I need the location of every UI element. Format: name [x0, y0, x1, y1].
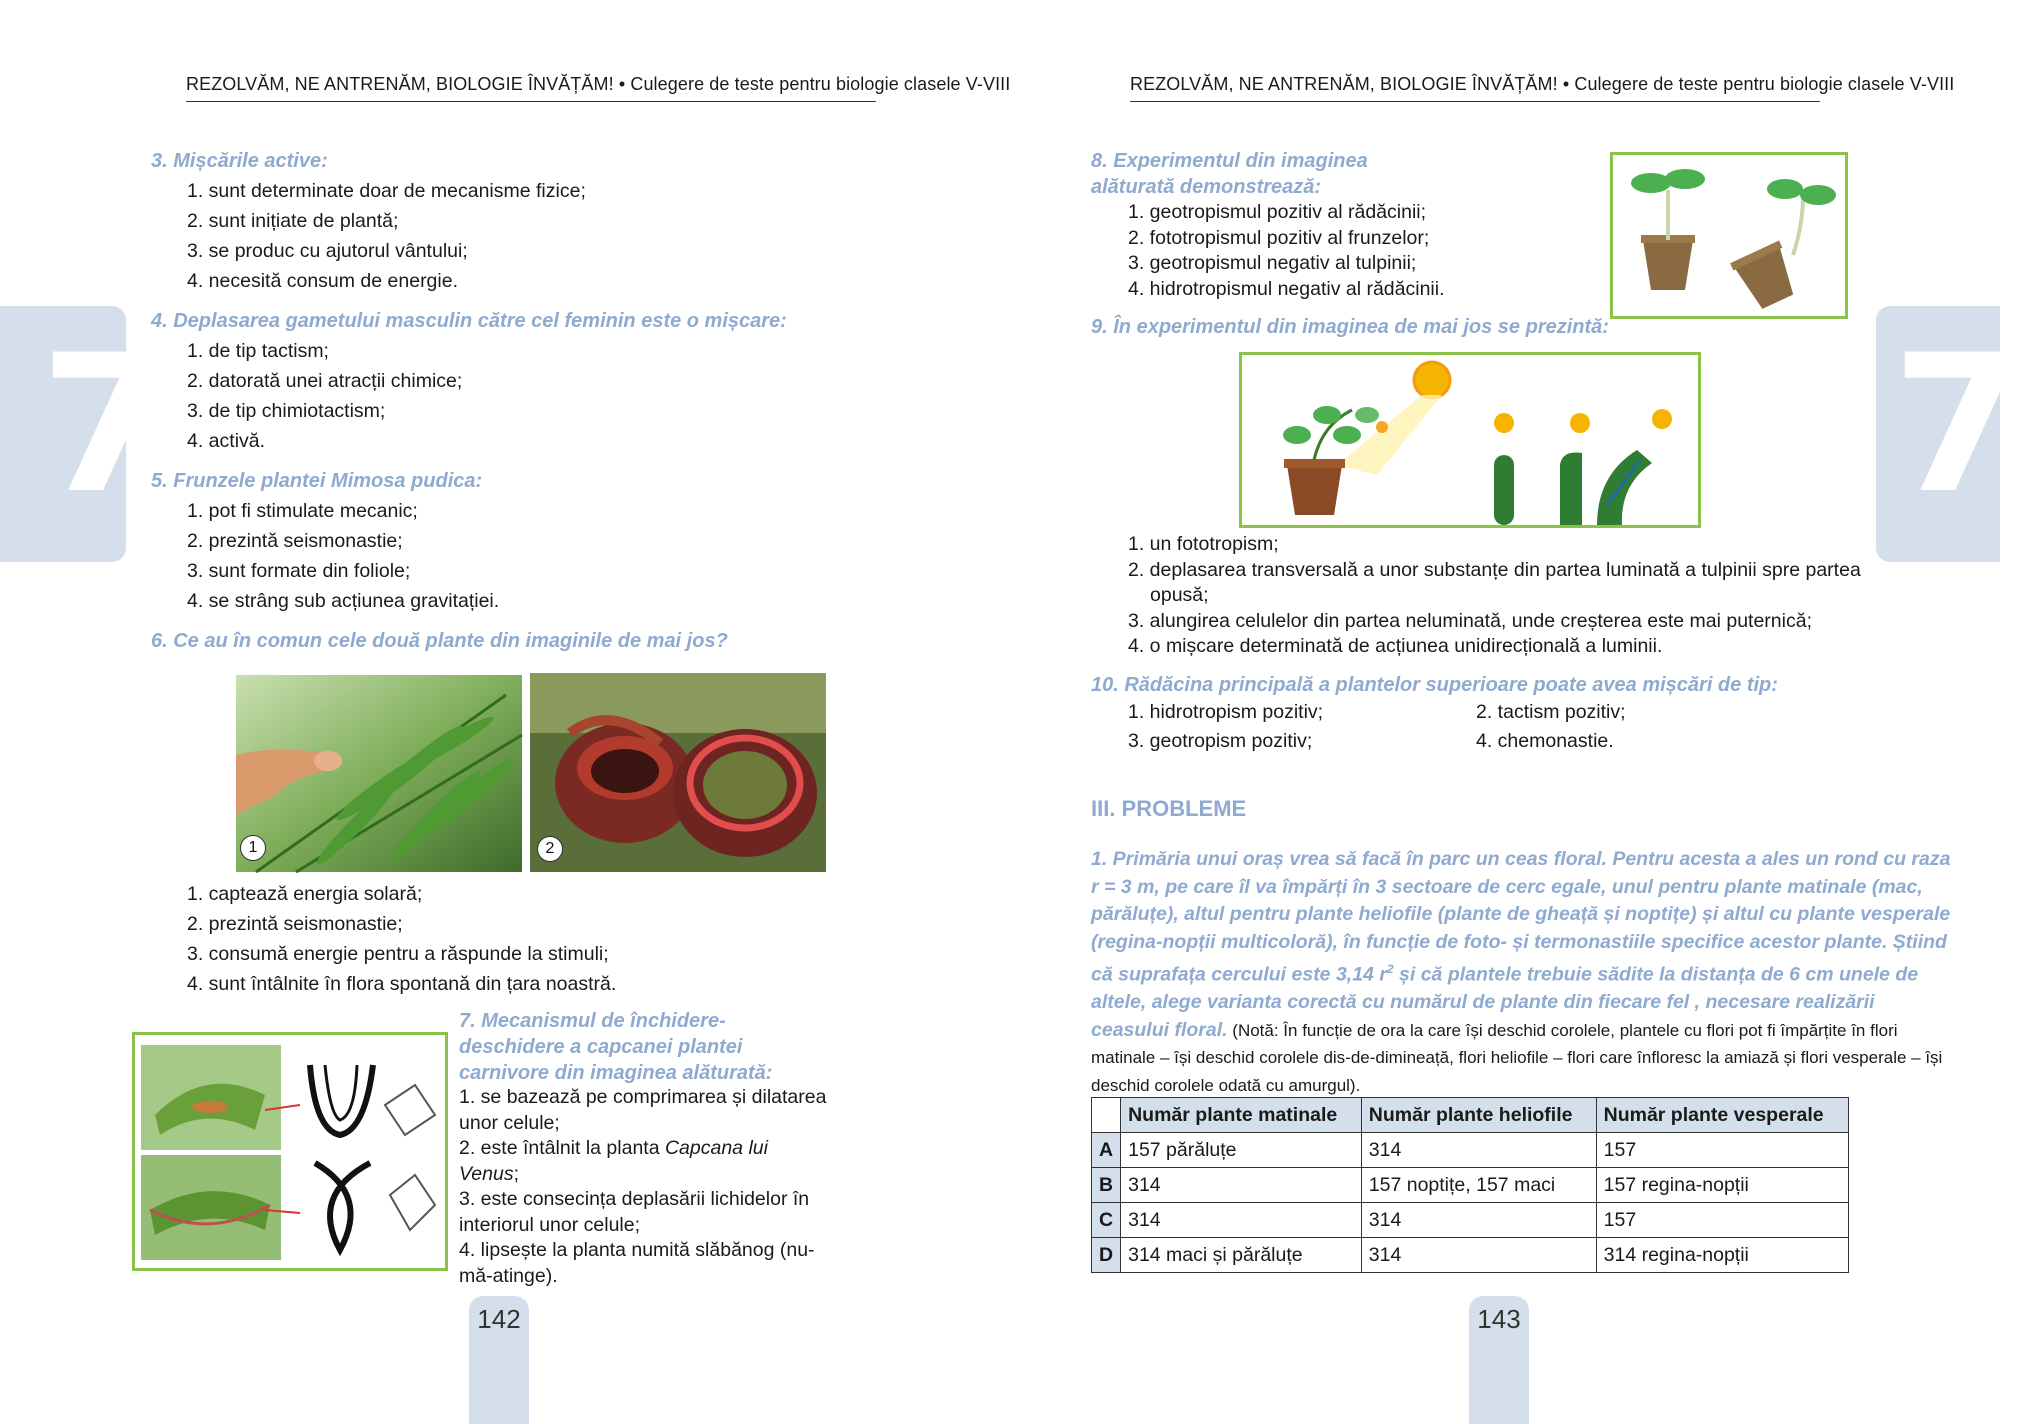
option: 4. necesită consum de energie.	[187, 270, 459, 292]
option: 3. sunt formate din foliole;	[187, 560, 411, 582]
question-9-options	[1128, 532, 1968, 660]
option: 2. prezintă seismonastie;	[187, 913, 403, 935]
row-letter: D	[1092, 1238, 1121, 1273]
option: 2. prezintă seismonastie;	[187, 530, 403, 552]
table-cell: 157 noptițe, 157 maci	[1361, 1168, 1596, 1203]
question-8-options	[1128, 200, 1445, 302]
problem-1-text: 1. Primăria unui oraș vrea să facă în parc un ceas floral. Pentru acesta a ales un rond cu raza r = 3 m, pe care îl va împărți în 3 sectoare de cerc egale, unul pentru plante matinale (mac, părăluțe), altul pentru plante heliofile (plante de gheață și noptițe) și altul cu plante vesperale (regina-nopții multicoloră), în funcție de foto- și termonastiile specifice acestor plante. Știind că suprafața cercului este 3,14 $r^2$ și că plantele trebuie sădite la distanța de 6 cm unele de altele, alege varianta corectă cu numărul de plante din fiecare fel , necesare realizării ceasului floral. (Notă: În funcție de ora la care își deschid corolele, plantele cu flori pot fi împărțite în flori matinale – își deschid corolele dis-de-dimineață, flori heliofile – flori care înfloresc la amiază și flori vesperale – își deschid corolele odată cu amurgul).	[1091, 848, 1951, 1095]
image-badge-1: 1	[240, 835, 266, 861]
option: 3. alungirea celulelor din partea neluminată, unde creșterea este mai puternică;	[1128, 609, 1812, 632]
question-10-title: 10. Rădăcina principală a plantelor superioare poate avea mișcări de tip:	[1091, 674, 1778, 696]
question-8-title: 8. Experimentul din imaginea alăturată demonstrează:	[1091, 150, 1368, 198]
question-3-options	[187, 176, 586, 296]
question-3-title: 3. Mișcările active:	[151, 150, 328, 172]
question-6-title: 6. Ce au în comun cele două plante din imaginile de mai jos?	[151, 630, 728, 652]
option: 2. sunt inițiate de plantă;	[187, 210, 399, 232]
mimosa-photo	[236, 675, 522, 872]
pitcher-plant-photo	[530, 673, 826, 872]
table-cell: 314	[1361, 1203, 1596, 1238]
question-4-title: 4. Deplasarea gametului masculin către cel feminin este o mișcare:	[151, 310, 787, 332]
venus-flytrap-figure	[132, 1032, 448, 1271]
table-cell: 157	[1596, 1133, 1848, 1168]
option: 4. lipsește la planta numită slăbănog (nu-mă-atinge).	[459, 1239, 815, 1287]
question-5-title: 5. Frunzele plantei Mimosa pudica:	[151, 470, 483, 492]
option: opusă;	[1150, 584, 1209, 606]
chapter-number: 7	[40, 314, 173, 535]
row-letter: B	[1092, 1168, 1121, 1203]
column-header: Număr plante vesperale	[1596, 1098, 1848, 1133]
question-5-options	[187, 496, 499, 616]
section-title: III. PROBLEME	[1091, 796, 1247, 821]
question-10-option-4: 4. chemonastie.	[1476, 730, 1614, 752]
chapter-tab	[0, 306, 173, 562]
table-cell: 314	[1121, 1203, 1362, 1238]
option: 1. un fototropism;	[1128, 533, 1279, 555]
question-10-option-1: 1. hidrotropism pozitiv;	[1128, 701, 1324, 723]
chapter-tab	[1876, 306, 2024, 562]
option: 1. de tip tactism;	[187, 340, 329, 362]
left-page	[0, 0, 1011, 1424]
column-header: Număr plante matinale	[1121, 1098, 1362, 1133]
question-10-option-3: 3. geotropism pozitiv;	[1128, 730, 1313, 752]
option: 1. se bazează pe comprimarea și dilatarea unor celule;	[459, 1086, 827, 1134]
table-cell: 157 părăluțe	[1121, 1133, 1362, 1168]
option: 2. este întâlnit la planta Capcana lui Venus;	[459, 1137, 768, 1185]
option: 4. hidrotropismul negativ al rădăcinii.	[1128, 277, 1445, 300]
option: 2. fototropismul pozitiv al frunzelor;	[1128, 226, 1430, 249]
row-letter: C	[1092, 1203, 1121, 1238]
row-letter: A	[1092, 1133, 1121, 1168]
phototropism-figure	[1239, 352, 1701, 528]
table-cell: 314	[1121, 1168, 1362, 1203]
question-4-options	[187, 336, 462, 456]
table-cell: 314 regina-nopții	[1596, 1238, 1848, 1273]
page-header: REZOLVĂM, NE ANTRENĂM, BIOLOGIE ÎNVĂȚĂM! • Culegere de teste pentru biologie clasele V-VIII	[186, 74, 876, 102]
option: 3. consumă energie pentru a răspunde la stimuli;	[187, 943, 609, 965]
option: 4. activă.	[187, 430, 266, 452]
option: 2. deplasarea transversală a unor substanțe din partea luminată a tulpinii spre partea	[1128, 558, 1861, 581]
image-badge-2: 2	[537, 836, 563, 862]
option: 1. pot fi stimulate mecanic;	[187, 500, 418, 522]
option: 1. geotropismul pozitiv al rădăcinii;	[1128, 201, 1427, 223]
option: 3. de tip chimiotactism;	[187, 400, 386, 422]
table-row	[1092, 1133, 1849, 1168]
answer-table	[1091, 1097, 1849, 1273]
option: 3. se produc cu ajutorul vântului;	[187, 240, 468, 262]
table-header-row	[1092, 1098, 1849, 1133]
geotropism-figure	[1610, 152, 1848, 319]
option: 4. o mișcare determinată de acțiunea unidirecțională a luminii.	[1128, 635, 1663, 657]
question-7-title: 7. Mecanismul de închidere-deschidere a capcanei plantei carnivore din imaginea alăturată:	[459, 1010, 773, 1084]
question-7-options	[459, 1085, 829, 1289]
option: 3. geotropismul negativ al tulpinii;	[1128, 252, 1417, 274]
table-row	[1092, 1203, 1849, 1238]
column-header: Număr plante heliofile	[1361, 1098, 1596, 1133]
table-cell: 314	[1361, 1238, 1596, 1273]
option: 1. sunt determinate doar de mecanisme fizice;	[187, 180, 586, 202]
table-row	[1092, 1238, 1849, 1273]
right-page	[1000, 0, 2024, 1424]
table-cell: 314	[1361, 1133, 1596, 1168]
question-6-options	[187, 879, 616, 999]
page-number: 142	[469, 1296, 529, 1424]
table-cell: 157 regina-nopții	[1596, 1168, 1848, 1203]
table-row	[1092, 1168, 1849, 1203]
page-number: 143	[1469, 1296, 1529, 1424]
chapter-number: 7	[1892, 314, 2024, 535]
table-corner	[1092, 1098, 1121, 1133]
table-cell: 314 maci și părăluțe	[1121, 1238, 1362, 1273]
option: 4. se strâng sub acțiunea gravitației.	[187, 590, 500, 612]
table-cell: 157	[1596, 1203, 1848, 1238]
option: 3. este consecința deplasării lichidelor în interiorul unor celule;	[459, 1188, 810, 1236]
option: 4. sunt întâlnite în flora spontană din țara noastră.	[187, 973, 617, 995]
option: 1. captează energia solară;	[187, 883, 423, 905]
option: 2. datorată unei atracții chimice;	[187, 370, 463, 392]
question-9-title: 9. În experimentul din imaginea de mai jos se prezintă:	[1091, 316, 1609, 338]
page-header: REZOLVĂM, NE ANTRENĂM, BIOLOGIE ÎNVĂȚĂM! • Culegere de teste pentru biologie clasele V-VIII	[1130, 74, 1820, 102]
question-10-option-2: 2. tactism pozitiv;	[1476, 701, 1626, 723]
